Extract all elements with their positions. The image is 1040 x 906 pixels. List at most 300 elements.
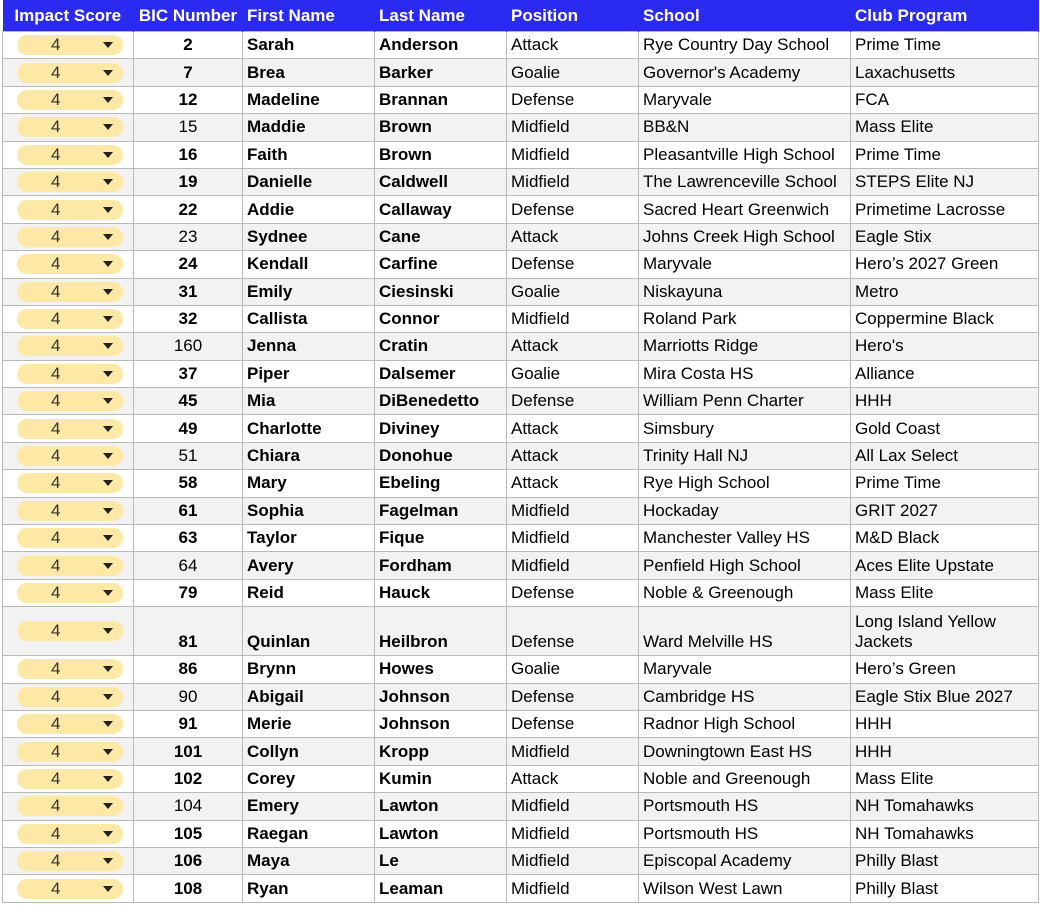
school-cell[interactable]: Radnor High School [639, 710, 851, 737]
club-program-cell[interactable]: Gold Coast [851, 415, 1039, 442]
first-name-cell[interactable]: Brea [243, 59, 375, 86]
bic-number-cell[interactable]: 81 [134, 607, 243, 656]
table-row [3, 59, 1039, 86]
position-cell[interactable]: Defense [507, 388, 639, 415]
table-row [3, 875, 1039, 902]
bic-number-cell[interactable]: 24 [134, 251, 243, 278]
club-program-cell[interactable]: Laxachusetts [851, 59, 1039, 86]
club-program-cell[interactable]: HHH [851, 388, 1039, 415]
last-name-cell[interactable]: Johnson [375, 710, 507, 737]
club-program-cell[interactable]: Hero’s Green [851, 656, 1039, 683]
club-program-cell[interactable]: HHH [851, 710, 1039, 737]
impact-score-cell [3, 525, 134, 552]
club-program-cell[interactable]: GRIT 2027 [851, 497, 1039, 524]
school-cell[interactable]: Johns Creek High School [639, 223, 851, 250]
impact-score-dropdown[interactable] [17, 528, 123, 548]
dropdown-arrow-icon[interactable] [103, 776, 113, 782]
school-cell[interactable]: Portsmouth HS [639, 820, 851, 847]
position-cell[interactable]: Goalie [507, 278, 639, 305]
impact-score-cell [3, 333, 134, 360]
bic-number-cell[interactable]: 104 [134, 793, 243, 820]
position-cell[interactable]: Attack [507, 223, 639, 250]
bic-number-cell[interactable]: 58 [134, 470, 243, 497]
dropdown-arrow-icon[interactable] [103, 398, 113, 404]
club-program-cell[interactable]: Mass Elite [851, 579, 1039, 606]
table-row [3, 525, 1039, 552]
school-cell[interactable]: Simsbury [639, 415, 851, 442]
last-name-cell[interactable]: DiBenedetto [375, 388, 507, 415]
last-name-cell[interactable]: Brannan [375, 86, 507, 113]
last-name-cell[interactable]: Le [375, 847, 507, 874]
dropdown-arrow-icon[interactable] [103, 886, 113, 892]
bic-number-cell[interactable]: 105 [134, 820, 243, 847]
club-program-cell[interactable]: Philly Blast [851, 875, 1039, 902]
impact-score-value: 4 [51, 528, 61, 548]
impact-score-dropdown[interactable] [17, 796, 123, 816]
last-name-cell[interactable]: Caldwell [375, 168, 507, 195]
impact-score-cell [3, 820, 134, 847]
bic-number-cell[interactable]: 22 [134, 196, 243, 223]
impact-score-header[interactable]: Impact Score [3, 0, 134, 32]
school-cell[interactable]: Manchester Valley HS [639, 525, 851, 552]
club-program-cell[interactable]: NH Tomahawks [851, 793, 1039, 820]
first-name-cell[interactable]: Reid [243, 579, 375, 606]
club-program-cell[interactable]: Alliance [851, 360, 1039, 387]
table-row [3, 683, 1039, 710]
club-program-cell[interactable]: Eagle Stix Blue 2027 [851, 683, 1039, 710]
school-cell[interactable]: Maryvale [639, 251, 851, 278]
school-cell[interactable]: Marriotts Ridge [639, 333, 851, 360]
impact-score-dropdown[interactable] [17, 621, 123, 641]
impact-score-dropdown[interactable] [17, 309, 123, 329]
impact-score-value: 4 [51, 144, 61, 164]
first-name-cell[interactable]: Madeline [243, 86, 375, 113]
bic-number-cell[interactable]: 32 [134, 305, 243, 332]
school-cell[interactable]: Noble & Greenough [639, 579, 851, 606]
club-program-cell[interactable]: Aces Elite Upstate [851, 552, 1039, 579]
impact-score-dropdown[interactable] [17, 336, 123, 356]
last-name-cell[interactable]: Barker [375, 59, 507, 86]
bic-number-header[interactable]: BIC Number [134, 0, 243, 32]
last-name-cell[interactable]: Dalsemer [375, 360, 507, 387]
last-name-cell[interactable]: Cratin [375, 333, 507, 360]
dropdown-arrow-icon[interactable] [103, 179, 113, 185]
school-cell[interactable]: The Lawrenceville School [639, 168, 851, 195]
first-name-cell[interactable]: Charlotte [243, 415, 375, 442]
dropdown-arrow-icon[interactable] [103, 371, 113, 377]
dropdown-arrow-icon[interactable] [103, 207, 113, 213]
school-cell[interactable]: Mira Costa HS [639, 360, 851, 387]
club-program-cell[interactable]: Primetime Lacrosse [851, 196, 1039, 223]
last-name-cell[interactable]: Fordham [375, 552, 507, 579]
table-row [3, 847, 1039, 874]
table-row [3, 579, 1039, 606]
impact-score-value: 4 [51, 226, 61, 246]
position-cell[interactable]: Defense [507, 196, 639, 223]
first-name-cell[interactable]: Quinlan [243, 607, 375, 656]
dropdown-arrow-icon[interactable] [103, 97, 113, 103]
position-cell[interactable]: Attack [507, 333, 639, 360]
club-program-cell[interactable]: Metro [851, 278, 1039, 305]
first-name-cell[interactable]: Kendall [243, 251, 375, 278]
impact-score-value: 4 [51, 172, 61, 192]
club-program-cell[interactable]: Mass Elite [851, 765, 1039, 792]
bic-number-cell[interactable]: 51 [134, 442, 243, 469]
dropdown-arrow-icon[interactable] [103, 628, 113, 634]
school-cell[interactable]: Rye High School [639, 470, 851, 497]
last-name-cell[interactable]: Lawton [375, 820, 507, 847]
last-name-cell[interactable]: Lawton [375, 793, 507, 820]
impact-score-dropdown[interactable] [17, 583, 123, 603]
dropdown-arrow-icon[interactable] [103, 694, 113, 700]
school-cell[interactable]: Trinity Hall NJ [639, 442, 851, 469]
school-cell[interactable]: Governor's Academy [639, 59, 851, 86]
school-cell[interactable]: Cambridge HS [639, 683, 851, 710]
position-cell[interactable]: Defense [507, 86, 639, 113]
impact-score-value: 4 [51, 117, 61, 137]
school-cell[interactable]: Pleasantville High School [639, 141, 851, 168]
school-cell[interactable]: Rye Country Day School [639, 32, 851, 59]
impact-score-value: 4 [51, 823, 61, 843]
impact-score-cell [3, 168, 134, 195]
bic-number-cell[interactable]: 90 [134, 683, 243, 710]
school-cell[interactable]: Portsmouth HS [639, 793, 851, 820]
school-cell[interactable]: BB&N [639, 114, 851, 141]
first-name-cell[interactable]: Sophia [243, 497, 375, 524]
table-row [3, 305, 1039, 332]
club-program-header[interactable]: Club Program [851, 0, 1039, 32]
impact-score-value: 4 [51, 199, 61, 219]
position-cell[interactable]: Defense [507, 710, 639, 737]
first-name-header[interactable]: First Name [243, 0, 375, 32]
last-name-cell[interactable]: Ciesinski [375, 278, 507, 305]
last-name-cell[interactable]: Kropp [375, 738, 507, 765]
school-cell[interactable]: Maryvale [639, 86, 851, 113]
last-name-cell[interactable]: Fique [375, 525, 507, 552]
club-program-cell[interactable]: All Lax Select [851, 442, 1039, 469]
position-cell[interactable]: Goalie [507, 360, 639, 387]
impact-score-value: 4 [51, 659, 61, 679]
last-name-cell[interactable]: Kumin [375, 765, 507, 792]
last-name-cell[interactable]: Brown [375, 141, 507, 168]
impact-score-cell [3, 59, 134, 86]
impact-score-dropdown[interactable] [17, 659, 123, 679]
first-name-cell[interactable]: Corey [243, 765, 375, 792]
first-name-cell[interactable]: Mia [243, 388, 375, 415]
first-name-cell[interactable]: Collyn [243, 738, 375, 765]
impact-score-dropdown[interactable] [17, 227, 123, 247]
dropdown-arrow-icon[interactable] [103, 289, 113, 295]
club-program-cell[interactable]: Prime Time [851, 141, 1039, 168]
first-name-cell[interactable]: Piper [243, 360, 375, 387]
bic-number-cell[interactable]: 19 [134, 168, 243, 195]
dropdown-arrow-icon[interactable] [103, 343, 113, 349]
dropdown-arrow-icon[interactable] [103, 749, 113, 755]
impact-score-dropdown[interactable] [17, 714, 123, 734]
dropdown-arrow-icon[interactable] [103, 508, 113, 514]
first-name-cell[interactable]: Taylor [243, 525, 375, 552]
position-cell[interactable]: Midfield [507, 875, 639, 902]
table-row [3, 32, 1039, 59]
position-cell[interactable]: Midfield [507, 525, 639, 552]
last-name-cell[interactable]: Johnson [375, 683, 507, 710]
last-name-cell[interactable]: Carfine [375, 251, 507, 278]
last-name-cell[interactable]: Cane [375, 223, 507, 250]
position-cell[interactable]: Midfield [507, 141, 639, 168]
first-name-cell[interactable]: Emery [243, 793, 375, 820]
position-cell[interactable]: Attack [507, 470, 639, 497]
position-cell[interactable]: Attack [507, 415, 639, 442]
first-name-cell[interactable]: Maddie [243, 114, 375, 141]
impact-score-dropdown[interactable] [17, 687, 123, 707]
first-name-cell[interactable]: Jenna [243, 333, 375, 360]
club-program-cell[interactable]: FCA [851, 86, 1039, 113]
bic-number-cell[interactable]: 102 [134, 765, 243, 792]
impact-score-value: 4 [51, 281, 61, 301]
impact-score-dropdown[interactable] [17, 364, 123, 384]
last-name-cell[interactable]: Callaway [375, 196, 507, 223]
dropdown-arrow-icon[interactable] [103, 261, 113, 267]
bic-number-cell[interactable]: 64 [134, 552, 243, 579]
bic-number-cell[interactable]: 12 [134, 86, 243, 113]
position-cell[interactable]: Defense [507, 579, 639, 606]
first-name-cell[interactable]: Callista [243, 305, 375, 332]
impact-score-dropdown[interactable] [17, 419, 123, 439]
first-name-cell[interactable]: Avery [243, 552, 375, 579]
school-cell[interactable]: Niskayuna [639, 278, 851, 305]
impact-score-dropdown[interactable] [17, 145, 123, 165]
bic-number-cell[interactable]: 16 [134, 141, 243, 168]
bic-number-cell[interactable]: 79 [134, 579, 243, 606]
impact-score-value: 4 [51, 851, 61, 871]
table-header [3, 0, 1039, 32]
table-row [3, 710, 1039, 737]
first-name-cell[interactable]: Faith [243, 141, 375, 168]
club-program-cell[interactable]: Philly Blast [851, 847, 1039, 874]
bic-number-cell[interactable]: 106 [134, 847, 243, 874]
school-cell[interactable]: Episcopal Academy [639, 847, 851, 874]
impact-score-dropdown[interactable] [17, 90, 123, 110]
club-program-cell[interactable]: Hero’s 2027 Green [851, 251, 1039, 278]
bic-number-cell[interactable]: 45 [134, 388, 243, 415]
bic-number-cell[interactable]: 61 [134, 497, 243, 524]
position-cell[interactable]: Midfield [507, 552, 639, 579]
club-program-cell[interactable]: HHH [851, 738, 1039, 765]
impact-score-dropdown[interactable] [17, 501, 123, 521]
dropdown-arrow-icon[interactable] [103, 831, 113, 837]
position-cell[interactable]: Midfield [507, 305, 639, 332]
impact-score-value: 4 [51, 391, 61, 411]
club-program-cell[interactable]: M&D Black [851, 525, 1039, 552]
position-header[interactable]: Position [507, 0, 639, 32]
dropdown-arrow-icon[interactable] [103, 563, 113, 569]
first-name-cell[interactable]: Chiara [243, 442, 375, 469]
last-name-cell[interactable]: Ebeling [375, 470, 507, 497]
club-program-cell[interactable]: Coppermine Black [851, 305, 1039, 332]
last-name-cell[interactable]: Leaman [375, 875, 507, 902]
dropdown-arrow-icon[interactable] [103, 721, 113, 727]
table-row [3, 497, 1039, 524]
bic-number-cell[interactable]: 49 [134, 415, 243, 442]
table-row [3, 552, 1039, 579]
impact-score-value: 4 [51, 621, 61, 641]
first-name-cell[interactable]: Abigail [243, 683, 375, 710]
bic-number-cell[interactable]: 15 [134, 114, 243, 141]
school-cell[interactable]: Ward Melville HS [639, 607, 851, 656]
table-row [3, 333, 1039, 360]
club-program-cell[interactable]: NH Tomahawks [851, 820, 1039, 847]
position-cell[interactable]: Midfield [507, 847, 639, 874]
club-program-cell[interactable]: Prime Time [851, 32, 1039, 59]
bic-number-cell[interactable]: 63 [134, 525, 243, 552]
school-cell[interactable]: Hockaday [639, 497, 851, 524]
bic-number-cell[interactable]: 7 [134, 59, 243, 86]
impact-score-dropdown[interactable] [17, 879, 123, 899]
position-cell[interactable]: Midfield [507, 497, 639, 524]
impact-score-dropdown[interactable] [17, 824, 123, 844]
dropdown-arrow-icon[interactable] [103, 590, 113, 596]
bic-number-cell[interactable]: 160 [134, 333, 243, 360]
table-row [3, 388, 1039, 415]
club-program-cell[interactable]: Prime Time [851, 470, 1039, 497]
school-cell[interactable]: Maryvale [639, 656, 851, 683]
impact-score-dropdown[interactable] [17, 473, 123, 493]
dropdown-arrow-icon[interactable] [103, 858, 113, 864]
impact-score-dropdown[interactable] [17, 391, 123, 411]
impact-score-cell [3, 114, 134, 141]
impact-score-dropdown[interactable] [17, 742, 123, 762]
header-row [3, 0, 1039, 32]
impact-score-dropdown[interactable] [17, 200, 123, 220]
dropdown-arrow-icon[interactable] [103, 70, 113, 76]
school-cell[interactable]: Penfield High School [639, 552, 851, 579]
first-name-cell[interactable]: Sarah [243, 32, 375, 59]
table-row [3, 656, 1039, 683]
impact-score-dropdown[interactable] [17, 254, 123, 274]
dropdown-arrow-icon[interactable] [103, 426, 113, 432]
first-name-cell[interactable]: Brynn [243, 656, 375, 683]
impact-score-cell [3, 141, 134, 168]
position-cell[interactable]: Attack [507, 442, 639, 469]
impact-score-value: 4 [51, 500, 61, 520]
bic-number-cell[interactable]: 2 [134, 32, 243, 59]
bic-number-cell[interactable]: 101 [134, 738, 243, 765]
position-cell[interactable]: Midfield [507, 820, 639, 847]
dropdown-arrow-icon[interactable] [103, 152, 113, 158]
impact-score-dropdown[interactable] [17, 851, 123, 871]
position-cell[interactable]: Attack [507, 765, 639, 792]
bic-number-cell[interactable]: 86 [134, 656, 243, 683]
school-cell[interactable]: Roland Park [639, 305, 851, 332]
table-body [3, 32, 1039, 903]
dropdown-arrow-icon[interactable] [103, 535, 113, 541]
impact-score-dropdown[interactable] [17, 117, 123, 137]
position-cell[interactable]: Midfield [507, 168, 639, 195]
dropdown-arrow-icon[interactable] [103, 234, 113, 240]
first-name-cell[interactable]: Danielle [243, 168, 375, 195]
dropdown-arrow-icon[interactable] [103, 316, 113, 322]
last-name-cell[interactable]: Fagelman [375, 497, 507, 524]
club-program-cell[interactable]: STEPS Elite NJ [851, 168, 1039, 195]
position-cell[interactable]: Defense [507, 683, 639, 710]
last-name-cell[interactable]: Anderson [375, 32, 507, 59]
bic-number-cell[interactable]: 31 [134, 278, 243, 305]
impact-score-dropdown[interactable] [17, 769, 123, 789]
first-name-cell[interactable]: Addie [243, 196, 375, 223]
impact-score-cell [3, 656, 134, 683]
impact-score-dropdown[interactable] [17, 35, 123, 55]
dropdown-arrow-icon[interactable] [103, 453, 113, 459]
table-row [3, 196, 1039, 223]
impact-score-dropdown[interactable] [17, 446, 123, 466]
school-cell[interactable]: William Penn Charter [639, 388, 851, 415]
last-name-cell[interactable]: Heilbron [375, 607, 507, 656]
last-name-cell[interactable]: Donohue [375, 442, 507, 469]
position-cell[interactable]: Defense [507, 607, 639, 656]
last-name-cell[interactable]: Diviney [375, 415, 507, 442]
last-name-cell[interactable]: Brown [375, 114, 507, 141]
dropdown-arrow-icon[interactable] [103, 803, 113, 809]
position-cell[interactable]: Goalie [507, 656, 639, 683]
last-name-header[interactable]: Last Name [375, 0, 507, 32]
impact-score-cell [3, 388, 134, 415]
bic-number-cell[interactable]: 37 [134, 360, 243, 387]
dropdown-arrow-icon[interactable] [103, 42, 113, 48]
last-name-cell[interactable]: Howes [375, 656, 507, 683]
first-name-cell[interactable]: Mary [243, 470, 375, 497]
position-cell[interactable]: Attack [507, 32, 639, 59]
first-name-cell[interactable]: Raegan [243, 820, 375, 847]
table-row [3, 738, 1039, 765]
school-header[interactable]: School [639, 0, 851, 32]
club-program-cell[interactable]: Eagle Stix [851, 223, 1039, 250]
table-row [3, 470, 1039, 497]
dropdown-arrow-icon[interactable] [103, 124, 113, 130]
school-cell[interactable]: Downingtown East HS [639, 738, 851, 765]
dropdown-arrow-icon[interactable] [103, 666, 113, 672]
dropdown-arrow-icon[interactable] [103, 480, 113, 486]
bic-number-cell[interactable]: 91 [134, 710, 243, 737]
impact-score-dropdown[interactable] [17, 172, 123, 192]
school-cell[interactable]: Wilson West Lawn [639, 875, 851, 902]
impact-score-dropdown[interactable] [17, 63, 123, 83]
position-cell[interactable]: Midfield [507, 793, 639, 820]
school-cell[interactable]: Noble and Greenough [639, 765, 851, 792]
club-program-cell[interactable]: Hero's [851, 333, 1039, 360]
impact-score-cell [3, 847, 134, 874]
bic-number-cell[interactable]: 23 [134, 223, 243, 250]
club-program-cell[interactable]: Mass Elite [851, 114, 1039, 141]
first-name-cell[interactable]: Emily [243, 278, 375, 305]
first-name-cell[interactable]: Ryan [243, 875, 375, 902]
table-row [3, 793, 1039, 820]
bic-number-cell[interactable]: 108 [134, 875, 243, 902]
impact-score-dropdown[interactable] [17, 282, 123, 302]
school-cell[interactable]: Sacred Heart Greenwich [639, 196, 851, 223]
last-name-cell[interactable]: Connor [375, 305, 507, 332]
position-cell[interactable]: Midfield [507, 114, 639, 141]
last-name-cell[interactable]: Hauck [375, 579, 507, 606]
impact-score-cell [3, 552, 134, 579]
position-cell[interactable]: Goalie [507, 59, 639, 86]
impact-score-dropdown[interactable] [17, 556, 123, 576]
position-cell[interactable]: Defense [507, 251, 639, 278]
first-name-cell[interactable]: Sydnee [243, 223, 375, 250]
club-program-cell[interactable]: Long Island Yellow Jackets [851, 607, 1039, 656]
position-cell[interactable]: Midfield [507, 738, 639, 765]
first-name-cell[interactable]: Maya [243, 847, 375, 874]
first-name-cell[interactable]: Merie [243, 710, 375, 737]
